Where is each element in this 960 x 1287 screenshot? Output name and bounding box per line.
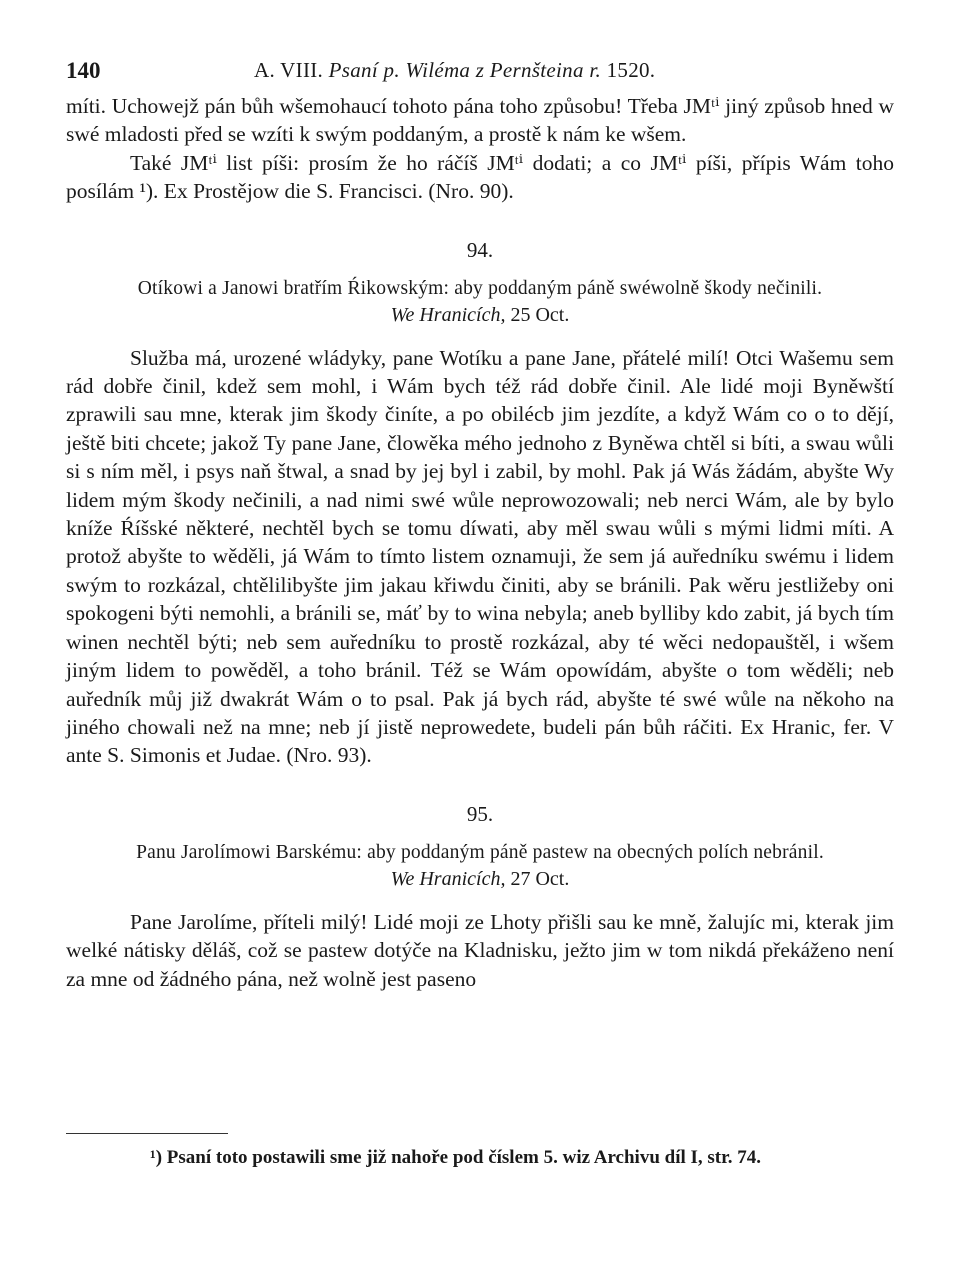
running-head-prefix: A. VIII. [254,58,324,82]
letter-place: We Hranicích, [390,303,506,326]
footnote-divider [66,1133,228,1134]
letter-number: 94. [466,237,494,262]
running-head [254,58,655,83]
page-header [66,58,894,92]
running-head-title: Psaní p. Wiléma z Pernšteina r. [328,58,602,82]
letter-place-date [66,302,894,328]
footnote: ¹) Psaní toto postawili sme již nahoře pod číslem 5. wiz Archivu díl I, str. 74. [150,1147,762,1168]
letter-date: 25 Oct. [510,303,570,326]
letter-94 [66,238,894,770]
letter-body: Služba má, urozené wládyky, pane Wotíku a pane Jane, přátelé milí! Otci Wašemu sem rád dobře činil, kdež sem mohl, i Wám bych též rád dobře činil. Ale lidé moji Byněwští zprawili sau mne, kterak jim škody činíte, a po obilécb jim jezdíte, a když Wám co o to dějí, ještě biti chcete; jakož Ty pane Jane, člowěka mého jednoho z Byněwa chtěl si bíti, a swau wůli si s ním měl, i psys naň štwal, a snad by jej byl i zabil, by mohl. Pak já Wás žádám, abyšte Wy lidem mým škody nečinili, a nad nimi swé wůle neprowozowali; neb nerci Wám, ale by bylo kníže Ŕíšské některé, nechtěl bych se tomu díwati, aby měl swau wůli s mými lidmi míti. A protož abyšte to wěděli, já Wám to tímto listem oznamuji, že sem já auředníku swému i lidem swým to rozkázal, chtělilibyšte jim jakau křiwdu činiti, aby se bránili. Pak wěru jestližeby oni spokogeni býti nemohli, a bránili se, máť by to wina nebyla; aneb bylliby kdo zabit, já bych tím winen nechtěl býti; neb sem auředníku to prostě rozkázal, aby té wěci nedopauštěl, i wšem jiným lidem to powěděl, a toho bránil. Též se Wám opowídám, abyšte o tom wěděli; neb auředník můj již dwakrát Wám o to psal. Pak já bych rád, abyšte té swé wůle na někoho na jiného chowali než na mne; neb jí jistě neprowedete, budeli pán bůh ráčiti. Ex Hranic, fer. V ante S. Simonis et Judae. (Nro. 93). [66,345,894,768]
letter-95 [66,802,894,993]
letter-date: 27 Oct. [510,867,570,890]
letter-summary: Panu Jarolímowi Barskému: aby poddaným páně pastew na obecných polích nebránil. [136,841,824,863]
page-number: 140 [66,58,101,83]
opening-paragraph-2: Také JMᵗⁱ list píši: prosím že ho ráčíš JMᵗⁱ dodati; a co JMᵗⁱ píši, přípis Wám toho posílám ¹). Ex Prostějow die S. Francisci. (Nro. 90). [66,150,894,204]
letter-number: 95. [466,801,494,826]
running-head-year: 1520. [606,58,656,82]
letter-summary: Otíkowi a Janowi bratřím Ŕikowským: aby poddaným páně swéwolně škody nečinili. [137,277,823,299]
letter-body: Pane Jarolíme, příteli milý! Lidé moji ze Lhoty přišli sau ke mně, žalujíc mi, kterak jim welké nátisky děláš, což se pastew dotýče na Kladnisku, ježto jim w tom nikdá překáženo není za mne od žádného pána, než wolně jest paseno [66,909,894,991]
letter-place: We Hranicích, [390,867,506,890]
opening-paragraph-1: míti. Uchowejž pán bůh wšemohaucí tohoto pána toho způsobu! Třeba JMᵗⁱ jiný způsob hned w swé mladosti před se wzíti k swým poddaným, a prostě k nám ke wšem. [66,94,894,147]
letter-place-date [66,866,894,892]
